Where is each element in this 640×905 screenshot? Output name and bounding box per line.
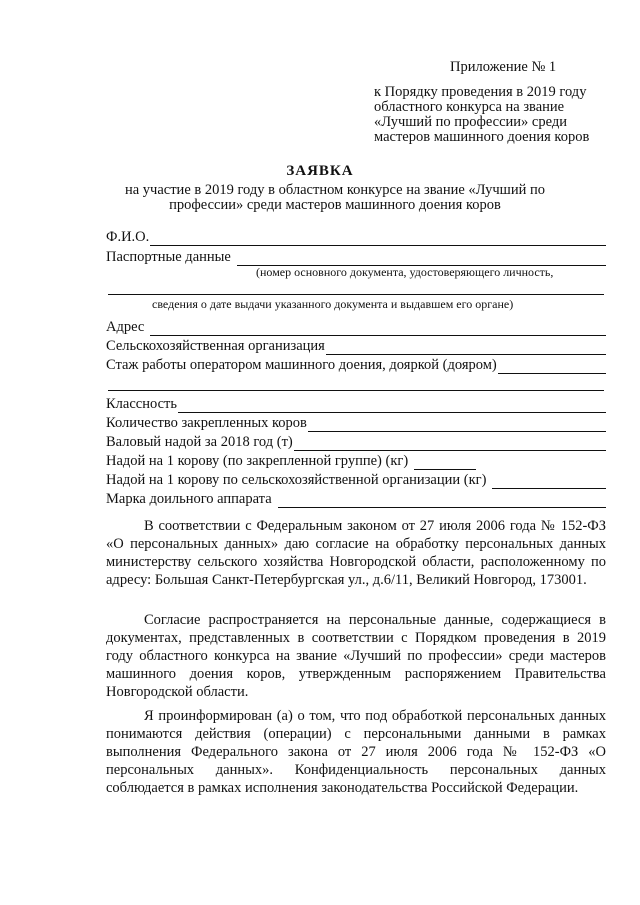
address-input-line[interactable] (150, 321, 606, 336)
yield-org-label: Надой на 1 корову по сельскохозяйственной организации (кг) (106, 472, 487, 488)
passport-label: Паспортные данные (106, 249, 231, 265)
passport-second-line[interactable] (108, 294, 604, 295)
appendix-line: «Лучший по профессии» среди (374, 114, 567, 130)
experience-second-line[interactable] (108, 390, 604, 391)
address-label: Адрес (106, 319, 145, 335)
fio-input-line[interactable] (150, 231, 606, 246)
appendix-line: мастеров машинного доения коров (374, 129, 590, 145)
yield-group-input-line[interactable] (414, 455, 476, 470)
classification-label: Классность (106, 396, 177, 412)
appendix-line: к Порядку проведения в 2019 году (374, 84, 587, 100)
yield-org-field (106, 471, 606, 489)
gross-yield-field (106, 433, 606, 451)
milking-machine-input-line[interactable] (278, 493, 606, 508)
organization-label: Сельскохозяйственная организация (106, 338, 325, 354)
experience-label: Стаж работы оператором машинного доения, дояркой (дояром) (106, 357, 497, 373)
consent-scope-paragraph: Согласие распространяется на персональные данные, содержащиеся в документах, представленных в соответствии с Порядком проведения в 2019 году областного конкурса на звание «Лучший по профессии» среди мастеров машинного доения коров, утвержденным распоряжением Правительства Новгородской области. (106, 612, 606, 700)
appendix-title: Приложение № 1 (450, 59, 557, 75)
passport-hint-1: (номер основного документа, удостоверяющего личность, (256, 265, 554, 279)
address-field (106, 318, 606, 336)
milking-machine-field (106, 490, 606, 508)
passport-hint-2: сведения о дате выдачи указанного документа и выдавшем его органе) (152, 297, 514, 311)
classification-input-line[interactable] (178, 398, 606, 413)
document-subtitle: на участие в 2019 году в областном конкурсе на звание «Лучший по профессии» среди мастеров машинного доения коров (124, 182, 545, 213)
experience-input-line[interactable] (498, 359, 606, 374)
yield-group-field (106, 452, 606, 470)
consent-paragraph: В соответствии с Федеральным законом от 27 июля 2006 года № 152-ФЗ «О персональных данных» даю согласие на обработку персональных данных министерству сельского хозяйства Новгородской области, расположенному по адресу: Большая Санкт-Петербургская ул., д.6/11, Великий Новгород, 173001. (106, 518, 606, 588)
milking-machine-label: Марка доильного аппарата (106, 491, 272, 507)
passport-field (106, 248, 606, 266)
gross-yield-input-line[interactable] (294, 436, 606, 451)
organization-field (106, 337, 606, 355)
yield-group-label: Надой на 1 корову (по закрепленной группе) (кг) (106, 453, 409, 469)
fio-label: Ф.И.О. (106, 229, 150, 245)
classification-field (106, 395, 606, 413)
organization-input-line[interactable] (326, 340, 606, 355)
fio-field (106, 228, 606, 246)
appendix-block (374, 60, 624, 145)
document-title: ЗАЯВКА (286, 163, 354, 179)
yield-org-input-line[interactable] (492, 474, 606, 489)
appendix-line: областного конкурса на звание (374, 99, 565, 115)
cows-input-line[interactable] (308, 417, 606, 432)
cows-field (106, 414, 606, 432)
experience-field (106, 356, 606, 374)
passport-input-line[interactable] (237, 251, 606, 266)
information-paragraph: Я проинформирован (а) о том, что под обработкой персональных данных понимаются действия (операции) с персональными данными в рамках выполнения Федерального закона от 27 июля 2006 года № 152-ФЗ «О персональных данных». Конфиденциальность персональных данных соблюдается в рамках исполнения законодательства Российской Федерации. (106, 708, 606, 796)
gross-yield-label: Валовый надой за 2018 год (т) (106, 434, 293, 450)
cows-label: Количество закрепленных коров (106, 415, 307, 431)
